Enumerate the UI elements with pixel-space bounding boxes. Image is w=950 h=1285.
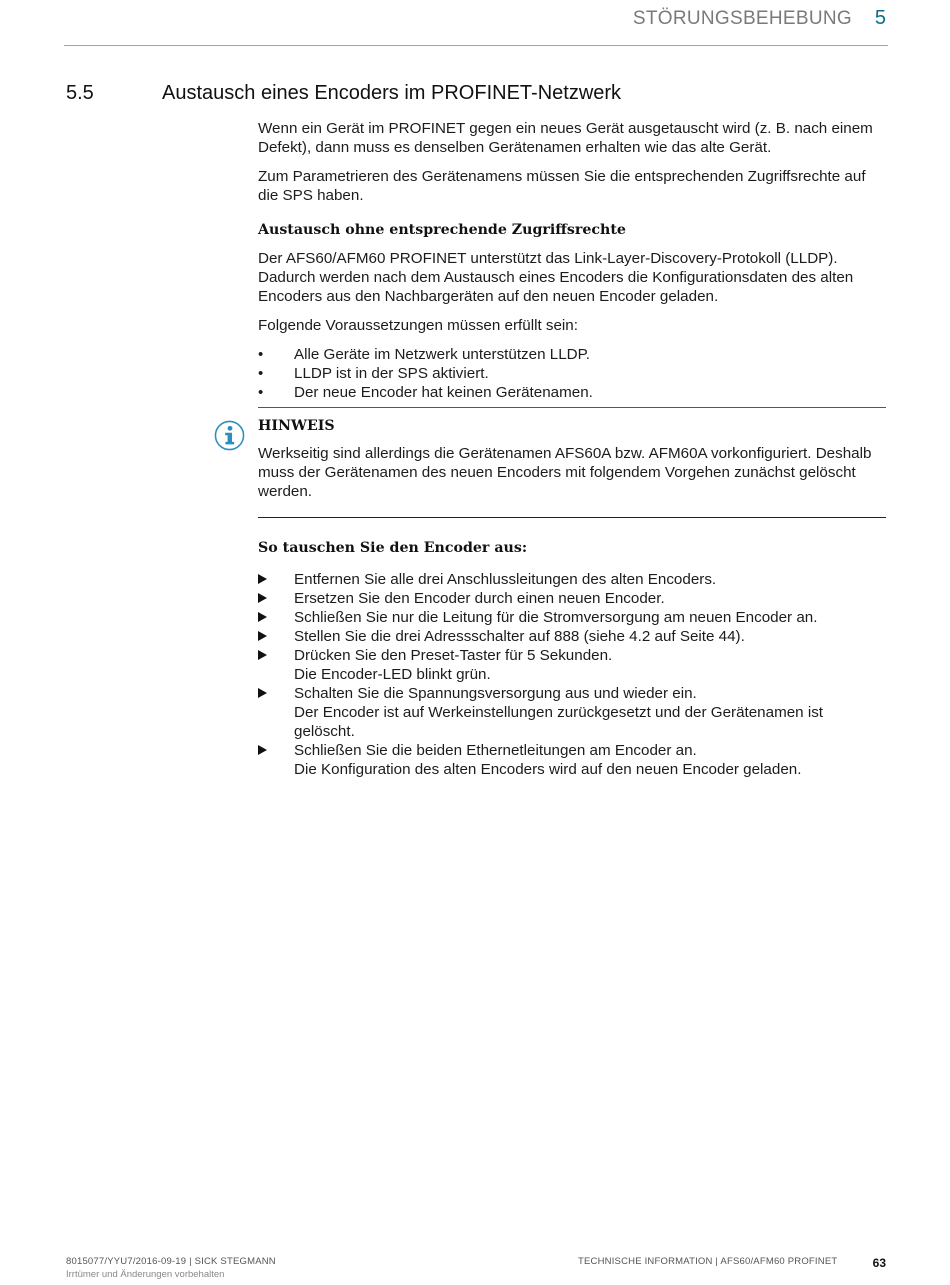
step-action: Entfernen Sie alle drei Anschlussleitungen des alten Encoders. (294, 571, 717, 588)
step-action: Ersetzen Sie den Encoder durch einen neuen Encoder. (294, 590, 665, 607)
intro-paragraph: Zum Parametrieren des Gerätenamens müssen Sie die entsprechenden Zugriffsrechte auf die SPS haben. (258, 168, 866, 204)
list-item (258, 627, 886, 646)
section-content (258, 119, 886, 779)
list-item (258, 570, 886, 589)
step-action: Stellen Sie die drei Adressschalter auf 888 (siehe 4.2 auf Seite 44). (294, 628, 745, 645)
step-arrow-icon (258, 650, 267, 660)
list-item (258, 383, 886, 402)
prerequisites-intro: Folgende Voraussetzungen müssen erfüllt sein: (258, 317, 578, 334)
bullet-icon: • (258, 365, 264, 382)
intro-paragraph: Wenn ein Gerät im PROFINET gegen ein neues Gerät ausgetauscht wird (z. B. nach einem Defekt), dann muss es denselben Gerätenamen erhalten wie das alte Gerät. (258, 120, 873, 156)
bullet-icon: • (258, 346, 264, 363)
step-arrow-icon (258, 631, 267, 641)
step-result: Die Konfiguration des alten Encoders wird auf den neuen Encoder geladen. (294, 761, 802, 778)
procedure-steps (258, 570, 886, 779)
page-header (64, 0, 888, 46)
chapter-title: STÖRUNGSBEHEBUNG (632, 8, 852, 29)
step-arrow-icon (258, 612, 267, 622)
list-item-text: Alle Geräte im Netzwerk unterstützen LLDP. (294, 346, 591, 363)
chapter-number: 5 (874, 7, 886, 29)
page-number: 63 (872, 1256, 886, 1270)
step-result: Die Encoder-LED blinkt grün. (294, 666, 491, 683)
step-action: Drücken Sie den Preset-Taster für 5 Sekunden. (294, 647, 613, 664)
step-arrow-icon (258, 688, 267, 698)
step-arrow-icon (258, 745, 267, 755)
list-item-text: LLDP ist in der SPS aktiviert. (294, 365, 489, 382)
procedure-heading: So tauschen Sie den Encoder aus: (258, 540, 528, 556)
info-icon (214, 420, 245, 451)
list-item (258, 741, 886, 779)
section-title: Austausch eines Encoders im PROFINET-Netzwerk (162, 82, 622, 104)
note-title: HINWEIS (258, 418, 335, 434)
note-text: Werkseitig sind allerdings die Gerätenamen AFS60A bzw. AFM60A vorkonfiguriert. Deshalb muss der Gerätenamen des neuen Encoders mit folgendem Vorgehen zunächst gelöscht werden. (258, 445, 872, 500)
subsection-heading: Austausch ohne entsprechende Zugriffsrechte (258, 222, 626, 238)
footer-disclaimer: Irrtümer und Änderungen vorbehalten (66, 1269, 225, 1280)
footer-document-id: 8015077/YYU7/2016-09-19 | SICK STEGMANN (66, 1256, 276, 1267)
note-box (258, 407, 886, 518)
list-item (258, 646, 886, 684)
list-item (258, 364, 886, 383)
list-item (258, 684, 886, 741)
list-item (258, 345, 886, 364)
step-action: Schalten Sie die Spannungsversorgung aus und wieder ein. (294, 685, 697, 702)
list-item (258, 608, 886, 627)
step-action: Schließen Sie die beiden Ethernetleitungen am Encoder an. (294, 742, 697, 759)
step-result: Der Encoder ist auf Werkeinstellungen zurückgesetzt und der Gerätenamen ist gelöscht. (294, 704, 824, 740)
list-item (258, 589, 886, 608)
prerequisites-list (258, 345, 886, 402)
section-number: 5.5 (66, 82, 94, 104)
bullet-icon: • (258, 384, 264, 401)
footer-document-title: TECHNISCHE INFORMATION | AFS60/AFM60 PROFINET (578, 1256, 838, 1267)
step-arrow-icon (258, 574, 267, 584)
list-item-text: Der neue Encoder hat keinen Gerätenamen. (294, 384, 593, 401)
lldp-paragraph: Der AFS60/AFM60 PROFINET unterstützt das Link-Layer-Discovery-Protokoll (LLDP). Dadurch werden nach dem Austausch eines Encoders die Konfigurationsdaten des alten Encoders aus den Nachbargeräten auf den neuen Encoder geladen. (258, 250, 854, 305)
step-arrow-icon (258, 593, 267, 603)
step-action: Schließen Sie nur die Leitung für die Stromversorgung am neuen Encoder an. (294, 609, 818, 626)
